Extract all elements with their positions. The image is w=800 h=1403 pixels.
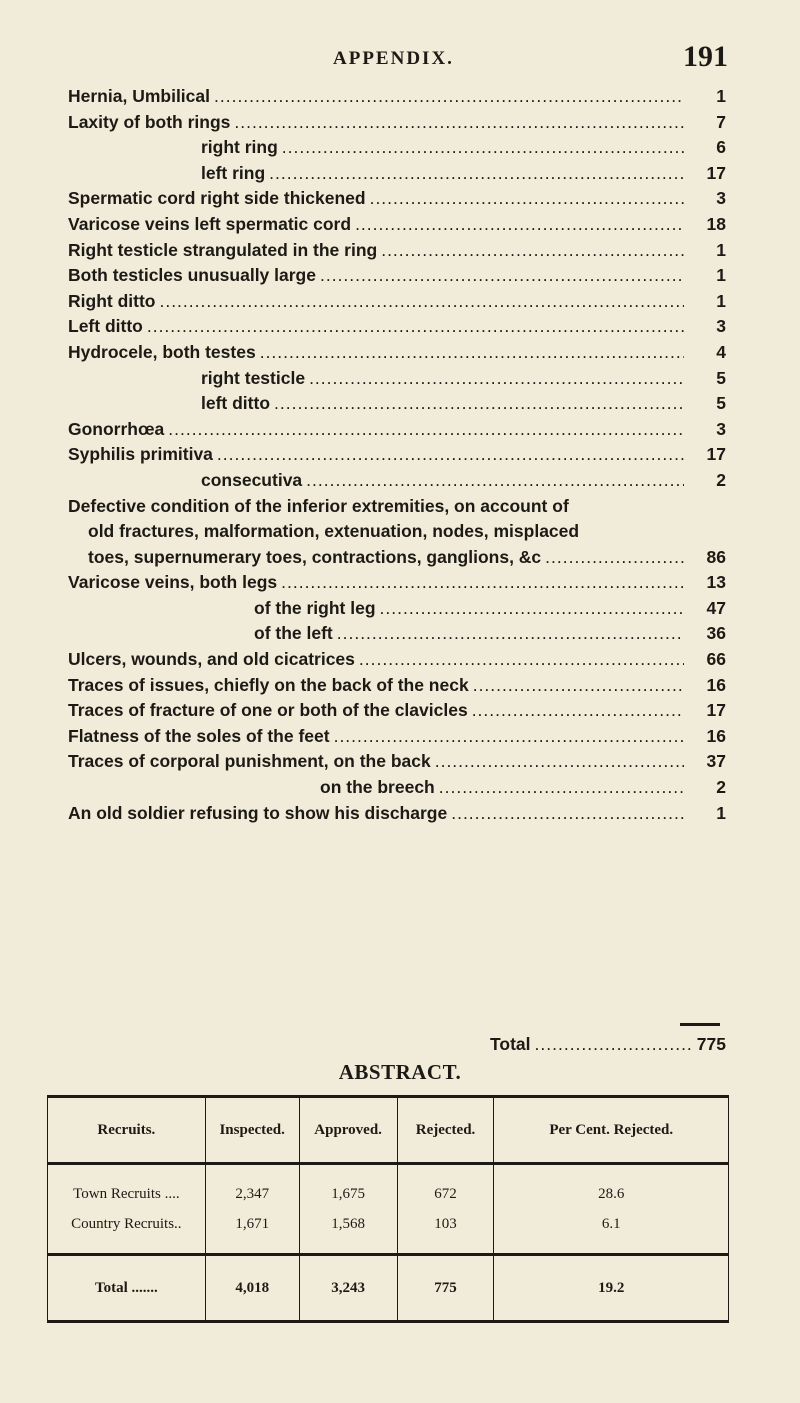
table-cell: 1,675 [299,1164,397,1210]
entry-label: of the left [254,623,333,644]
entry-label: Hydrocele, both testes [68,341,256,362]
table-cell: 672 [397,1164,494,1210]
entry-label: Traces of fracture of one or both of the clavicles [68,700,468,721]
entry-value: 6 [716,137,726,158]
dot-leader [370,186,684,212]
entry-row [68,775,726,801]
entry-label: Right ditto [68,290,156,311]
entry-value: 47 [706,597,726,618]
abstract-header-row [48,1097,729,1164]
dot-leader [281,570,684,596]
page-number: 191 [683,40,728,73]
entry-row [68,749,726,775]
dot-leader [214,84,684,110]
entry-group-b [68,570,726,826]
dot-leader [359,647,684,673]
col-header-percent: Per Cent. Rejected. [494,1097,729,1164]
dot-leader [282,135,684,161]
dot-leader [269,161,684,187]
entry-value: 5 [716,393,726,414]
table-cell: 6.1 [494,1209,729,1255]
entry-group-a [68,84,726,494]
entry-label: Gonorrhœa [68,418,165,439]
table-cell: Country Recruits.. [48,1209,206,1255]
entry-row [68,724,726,750]
defective-line-3: toes, supernumerary toes, contractions, ganglions, &c [88,546,542,567]
table-row [48,1164,729,1210]
table-row [48,1209,729,1255]
dot-leader [435,749,684,775]
entry-row [68,698,726,724]
entry-row [68,647,726,673]
table-cell: 2,347 [205,1164,299,1210]
dot-leader [380,596,684,622]
entry-label: Flatness of the soles of the feet [68,725,330,746]
entry-value: 86 [706,546,726,567]
entry-value: 17 [706,444,726,465]
entry-label: Hernia, Umbilical [68,86,210,106]
dot-leader [545,545,684,571]
entry-label: Traces of corporal punishment, on the back [68,751,431,772]
entry-label: Right testicle strangulated in the ring [68,239,378,260]
defective-line-2: old fractures, malformation, extenuation, nodes, misplaced [88,521,580,542]
entry-label: consecutiva [201,469,303,490]
entry-value: 7 [716,111,726,132]
entry-row [68,570,726,596]
table-cell: Town Recruits .... [48,1164,206,1210]
entry-row [68,186,726,212]
entry-value: 17 [706,700,726,721]
dot-leader [159,289,684,315]
entry-label: right testicle [201,367,306,388]
entry-value: 66 [706,649,726,670]
dot-leader [234,110,684,136]
entry-label: of the right leg [254,597,376,618]
total-row [490,1034,726,1055]
table-cell: 19.2 [494,1255,729,1322]
entry-value: 1 [716,239,726,260]
abstract-table [47,1095,729,1323]
table-cell: 1,568 [299,1209,397,1255]
col-header-inspected: Inspected. [205,1097,299,1164]
entry-label: Ulcers, wounds, and old cicatrices [68,649,355,670]
table-cell: Total ....... [48,1255,206,1322]
col-header-approved: Approved. [299,1097,397,1164]
dot-leader [334,724,684,750]
entry-row [68,110,726,136]
entry-value: 17 [706,162,726,183]
entry-value: 1 [716,86,726,106]
entry-value: 1 [716,265,726,286]
dot-leader [535,1034,693,1055]
entry-value: 37 [706,751,726,772]
entry-list [68,84,726,826]
entry-value: 3 [716,418,726,439]
entry-row [68,801,726,827]
entry-value: 36 [706,623,726,644]
entry-row [68,340,726,366]
entry-row [68,366,726,392]
dot-leader [472,698,684,724]
entry-value: 13 [706,572,726,593]
table-cell: 103 [397,1209,494,1255]
entry-row [68,468,726,494]
entry-label: Varicose veins, both legs [68,572,278,593]
entry-row [68,135,726,161]
defective-line-1: Defective condition of the inferior extremities, on account of [68,495,569,516]
entry-label: Both testicles unusually large [68,265,316,286]
page-header [0,38,800,78]
table-cell: 775 [397,1255,494,1322]
dot-leader [320,263,684,289]
dot-leader [306,468,684,494]
table-cell: 3,243 [299,1255,397,1322]
entry-label: Varicose veins left spermatic cord [68,213,352,234]
entry-row [68,596,726,622]
entry-label: Traces of issues, chiefly on the back of the neck [68,674,469,695]
entry-row [68,673,726,699]
entry-value: 18 [706,213,726,234]
total-value: 775 [696,1034,726,1054]
entry-label: Left ditto [68,316,143,337]
table-cell: 4,018 [205,1255,299,1322]
entry-value: 4 [716,341,726,362]
dot-leader [337,621,684,647]
entry-row [68,314,726,340]
entry-value: 16 [706,674,726,695]
entry-label: left ditto [201,393,271,414]
entry-row [68,417,726,443]
dot-leader [309,366,684,392]
entry-row [68,442,726,468]
entry-value: 1 [716,290,726,311]
col-header-recruits: Recruits. [48,1097,206,1164]
entry-row [68,84,726,110]
entry-row [68,289,726,315]
dot-leader [168,417,684,443]
total-label: Total [490,1034,531,1054]
entry-label: An old soldier refusing to show his discharge [68,802,448,823]
entry-label: left ring [201,162,266,183]
entry-value: 3 [716,188,726,209]
entry-label: Syphilis primitiva [68,444,213,465]
dot-leader [473,673,684,699]
total-rule [680,1023,720,1026]
entry-row [68,391,726,417]
entry-row [68,161,726,187]
dot-leader [451,801,684,827]
entry-label: Spermatic cord right side thickened [68,188,366,209]
entry-value: 16 [706,725,726,746]
entry-row [68,212,726,238]
dot-leader [381,238,684,264]
dot-leader [355,212,684,238]
abstract-title: ABSTRACT. [338,1060,462,1084]
dot-leader [260,340,684,366]
table-cell: 1,671 [205,1209,299,1255]
entry-row [68,263,726,289]
entry-label: on the breech [320,777,435,798]
table-total-row [48,1255,729,1322]
entry-label: Laxity of both rings [68,111,231,132]
entry-value: 2 [716,469,726,490]
entry-row [68,621,726,647]
entry-value: 2 [716,777,726,798]
dot-leader [147,314,684,340]
dot-leader [274,391,684,417]
entry-label: right ring [201,137,278,158]
entry-row [68,238,726,264]
entry-value: 3 [716,316,726,337]
entry-defective [68,545,726,571]
table-cell: 28.6 [494,1164,729,1210]
col-header-rejected: Rejected. [397,1097,494,1164]
entry-value: 1 [716,802,726,823]
dot-leader [217,442,684,468]
running-head: APPENDIX. [333,48,454,69]
entry-value: 5 [716,367,726,388]
dot-leader [439,775,684,801]
